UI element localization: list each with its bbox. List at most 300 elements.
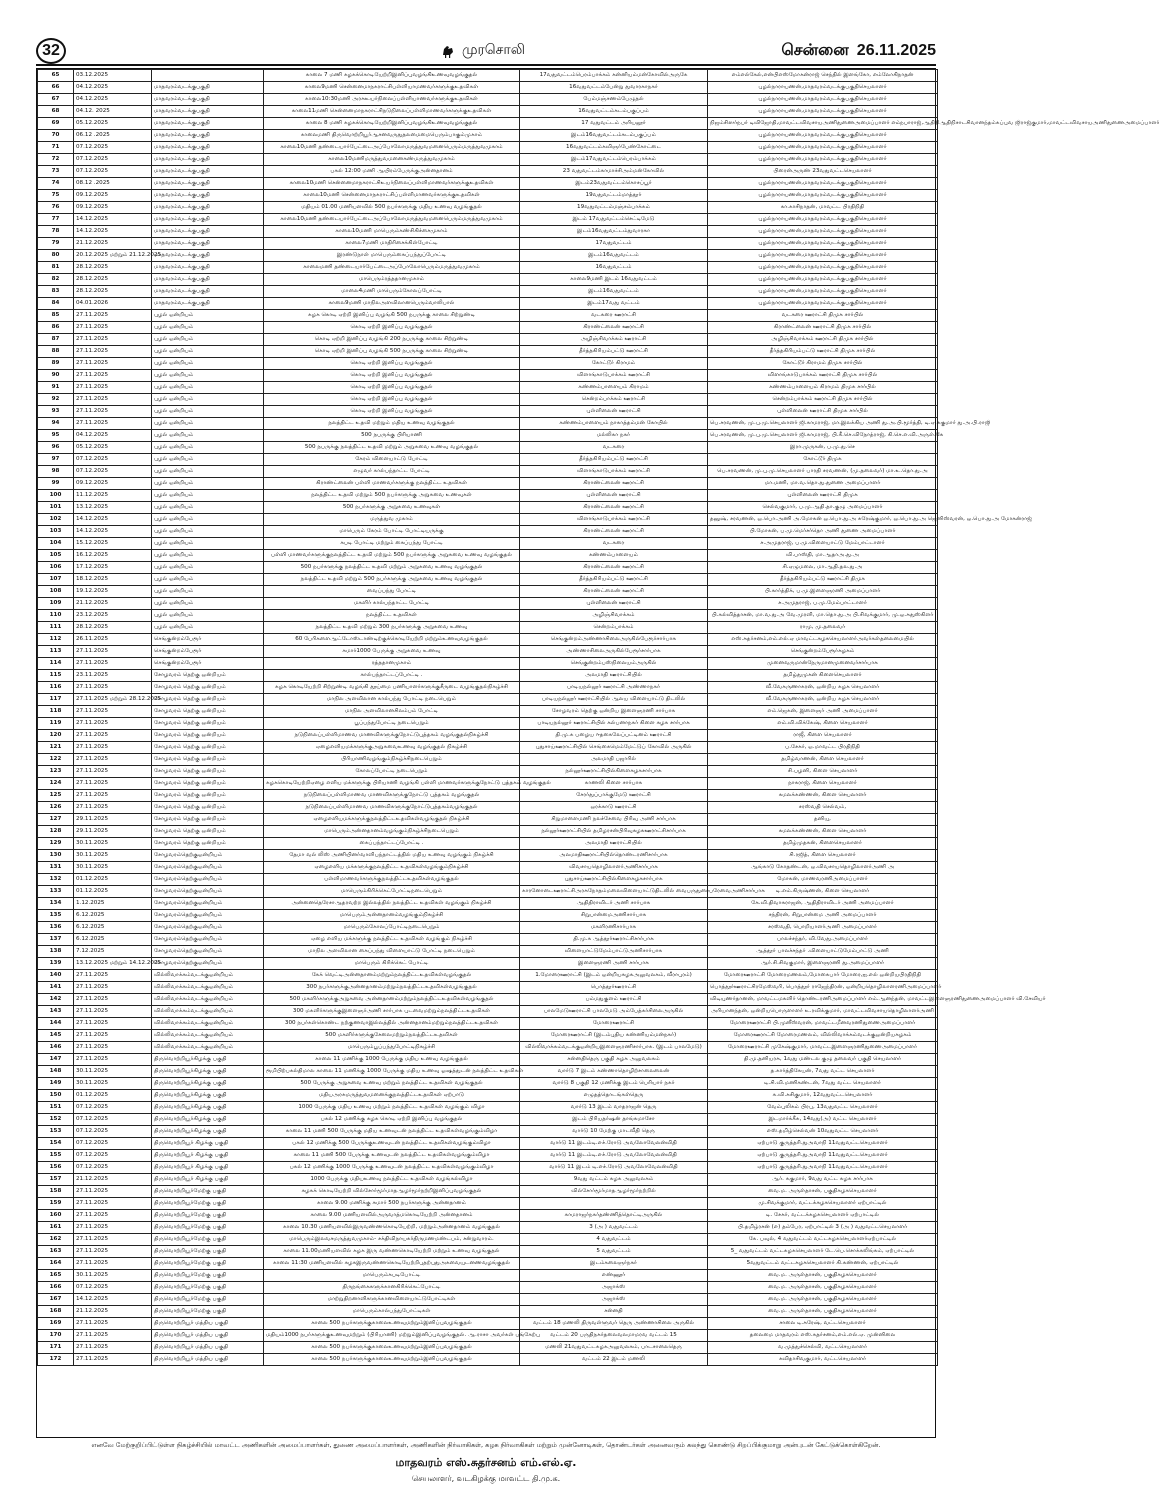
cell-event: கழக கொடி ஏற்றி இனிப்பு வழங்கி 500 நபருக்கு காலை சிற்றுண்டி [264,310,520,322]
cell-org: வீ.வேகருணாகரன், ஒன்றிய கழக செயலாளர் [708,682,938,694]
cell-date: 6.12.2025 [74,934,152,946]
cell-org: புள்ளிலைன் ஊராட்சி திமுக சார்பில் [708,406,938,418]
cell-place: 19வதுவட்டம்மஞ்சம்பாக்கம் [520,202,708,214]
table-row [38,1222,938,1234]
cell-area: மாதவரம்வடக்குபகுதி [152,166,264,178]
table-row [38,442,938,454]
table-row [38,1294,938,1306]
cell-place: வார்டு 10 மேற்கு மாடவீதி தெரு [520,1126,708,1138]
cell-event: 300 நபர்களுக்குஅன்னதானம்மற்றும்நலத்திட்டஉதவிகள்வழங்குதல் [264,982,520,994]
cell-event: கொடி ஏற்றி இனிப்பு வழங்குதல் [264,358,520,370]
cell-event: தேமா வல் லிஸ் அணியினர்வாளிபந்தாட்டத்தில் மதிய உணவு வழங்கும் நிகழ்ச்சி [264,850,520,862]
cell-place: காரனோடைஊராட்சிஅரசுநோதம்மலைவிளையாட்டுதிடலில் வைபருதுரைபரேவைஅணிசார்பாக [520,886,708,898]
cell-date: 23.12.2025 [74,610,152,622]
cell-date: 30.11.2025 [74,1078,152,1090]
cell-place: சென்றம்பாக்கம் [520,622,708,634]
cell-date: 05.12.2025 [74,118,152,130]
cell-event: கொடி ஏற்றி இனிப்பு வழங்குதல் [264,382,520,394]
cell-area: புழல் ஒன்றியம் [152,346,264,358]
cell-area: சோழவரம் தெற்கு ஒன்றியம் [152,802,264,814]
cell-place: கண்ணம்பாளையம் நாகாத்தம்மன் கோயில் [520,418,708,430]
table-row [38,214,938,226]
cell-area: திருவொற்றியூர்மேற்கு பகுதி [152,1246,264,1258]
cell-date: 27.11.2025 [74,322,152,334]
table-row [38,586,938,598]
cell-event: காலை 500 நபர்களுக்குகாலைஉணவுமற்றும்இனிப்புவழங்குதல் [264,1342,520,1354]
cell-date: 07.12.2025 [74,1126,152,1138]
cell-area: மாதவரம்வடக்குபகுதி [152,154,264,166]
cell-event: சுமார்1000 பேருக்கு அறுசுவை உணவு [264,646,520,658]
table-row [38,250,938,262]
cell-org: விடியுணர்தானன், மாவட்டமகளிர் தொண்டரணிஅமைப்பாளர் எம்.ஆனந்தன், மாவட்டஇளைஞரணிதுணைஅமைப்பாளர் வி.சேவியர் [708,994,938,1006]
table-row [38,190,938,202]
cell-area: செங்குன்றம்பேரூர் [152,646,264,658]
cell-no: 170 [38,1330,74,1342]
cell-org: வை.ம. அருள்தாசன், பகுதிகழகசெயலாளர் [708,1270,938,1282]
table-row [38,1342,938,1354]
cell-org: ஆங்காடு கோதண்டன், ஒ.விவசாயதொழிலாளர்அணி அ [708,862,938,874]
cell-date: 27.11.2025 [74,1210,152,1222]
cell-org: எம்எல்கேல்,என்பிஎஸ்மோகன்ராஜ் செந்தில் இளங்கோ, எம்லோகிநாதன் [708,70,938,82]
cell-area: திருவொற்றியூர்கிழக்கு பகுதி [152,1066,264,1078]
cell-org: புழல்நாராயணன்,மாதவரம்வடக்குபகுதிசெயலாளர் [708,226,938,238]
cell-org: புழல்நாராயணன்,மாதவரம்வடக்குபகுதிசெயலாளர் [708,178,938,190]
cell-place: இடம்16வதுவட்டம் [520,286,708,298]
cell-place: விவசாயதொழிலாளர்அணிசார்பாக [520,862,708,874]
table-row [38,178,938,190]
cell-no: 156 [38,1162,74,1174]
table-row [38,1006,938,1018]
cell-date: 27.11.2025 [74,706,152,718]
cell-area: திருவொற்றியூர் கிழக்கு பகுதி [152,1150,264,1162]
table-row [38,634,938,646]
table-row [38,1162,938,1174]
cell-event: காலைமணி தண்டையார்பேட்டைஅப்போலோபெரும்மருத்துவமுகாம் [264,262,520,274]
cell-date: 07.12.2025 [74,166,152,178]
table-row [38,454,938,466]
cell-place: 23 வதுவட்டம்காமாச்சிஅம்மன்கோவில் [520,166,708,178]
cell-org: பாலச்சந்தர், வி.வேது.அமைப்பாளர் [708,934,938,946]
cell-place: ஆதிதிராவிடர் அணி சார்பாக [520,898,708,910]
cell-date: 1.12.2025 [74,898,152,910]
table-row [38,838,938,850]
cell-place: தீர்த்தகிரியம்பட்டு ஊராட்சி [520,454,708,466]
cell-no: 88 [38,346,74,358]
cell-area: சோழவரம் தெற்கு ஒன்றியம் [152,706,264,718]
cell-date: 27.11.2025 [74,1018,152,1030]
cell-place: இடம் 17வதுவட்டம்செட்டிமேடு [520,214,708,226]
table-row [38,118,938,130]
cell-place: தி.மு.க ஆத்தூர்ஊராட்சிசார்பாக [520,934,708,946]
cell-no: 104 [38,538,74,550]
cell-no: 67 [38,94,74,106]
cell-no: 73 [38,166,74,178]
cell-event: கோலப்போட்டி நடைபெறும் [264,766,520,778]
masthead-dateline [781,40,936,62]
cell-area: திருவொற்றியூர்கிழக்கு பகுதி [152,1090,264,1102]
cell-area: சோழவரம் தெற்கு ஒன்றியம் [152,682,264,694]
cell-org: சரஸ்வதி, பொறியாளர்அணி அமைப்பாளர் [708,922,938,934]
cell-place: காலை9மணி இடம் 16வதுவட்டம் [520,274,708,286]
cell-place: மணலி 21வதுவட்டகழகஅலுவலகம், பாடசாலைதெரு [520,1342,708,1354]
cell-date: 27.11.2025 [74,1330,152,1342]
cell-date: 30.11.2025 [74,850,152,862]
cell-area: புழல் ஒன்றியம் [152,538,264,550]
table-row [38,358,938,370]
cell-place: 4 வதுவட்டம் [520,1234,708,1246]
cell-date: 29.11.2025 [74,814,152,826]
cell-no: 168 [38,1306,74,1318]
cell-org: மு.சிவக்குமார், வட்டக்கழகசெயலாளர் ஏற்பாட்டில் [708,1198,938,1210]
cell-event: நலத்திட்ட உதவி மற்றும் மதிய உணவு வழங்குதல் [264,418,520,430]
cell-org: க.வி.சுசிகுமார், 12வதுவட்டசெயலாளர் [708,1090,938,1102]
cell-no: 79 [38,238,74,250]
cell-no: 69 [38,118,74,130]
cell-event: மகளிர் கால்பந்தாட்ட போட்டி [264,598,520,610]
cell-area: சோழவரம் தெற்கு ஒன்றியம் [152,766,264,778]
cell-org: தி.மு.தனியரசு, 1வது மண்டல குழு தலைவர் பகுதி செயலாளர் [708,1054,938,1066]
cell-place: கிராண்ட்லைன் ஊராட்சி [520,502,708,514]
table-row [38,910,938,922]
table-row [38,1018,938,1030]
cell-date: 27.11.2025 [74,1054,152,1066]
cell-org: மோரைஊராட்சி மோரைமணலம்,மோகைபார் மோரை,ஐ.எல் ஒன்றியபிரதிநிதி [708,970,938,982]
cell-place: கோட்டூர் கிராமம் [520,358,708,370]
cell-area: திருவொற்றியூர்மேற்கு பகுதி [152,1270,264,1282]
cell-area: புழல் ஒன்றியம் [152,310,264,322]
cell-org: பி.மோகன், ப.மு.மெர்சர்தொ அணி துணை அமைப்பாளர் [708,526,938,538]
cell-area: சோழவரம்தெற்குஒன்றியம் [152,850,264,862]
cell-org: ஏற்பாடு குருத்தரி.துஅவாநி 11வதுவட்டசெயலாளர் [708,1162,938,1174]
table-row [38,778,938,790]
cell-event: காலை10மணி சென்னைமாநகராட்சிஉயர்நிலைப்பள்ளிமாணவர்களுக்குஉதவிகள் [264,178,520,190]
cell-org: சி.ரஜித், கிளை செயலாளர் [708,850,938,862]
table-row [38,1330,938,1342]
cell-no: 116 [38,682,74,694]
cell-event: வைப்பந்து போட்டி [264,586,520,598]
cell-place: இடம் பிரியதர்ஷன் தாங்கமாசோ [520,1114,708,1126]
cell-no: 121 [38,742,74,754]
cell-date: 14.12.2025 [74,514,152,526]
table-row [38,226,938,238]
cell-no: 83 [38,286,74,298]
table-row [38,418,938,430]
issue-date: 26.11.2025 [856,42,936,59]
table-row [38,286,938,298]
table-row [38,82,938,94]
cell-event: கேக் வெட்டிஅன்னதானம்மற்றும்நலத்திட்டஉதவிகள்வழங்குதல் [264,970,520,982]
cell-no: 122 [38,754,74,766]
cell-org: கே. பவுல், 4 வதுவட்டம் வட்டகழகசெயலாளர்ஏற்பாட்டில் [708,1234,938,1246]
cell-no: 65 [38,70,74,82]
cell-place: அலமாதி ஊராட்சியில் [520,670,708,682]
cell-place: நல்லூர்ஊராட்சியில் தமிழரசன்பிரிவுகழகஊராட்சிசார்பாக [520,826,708,838]
cell-event: 500 மகளிர்களுக்குசேலைமற்றும்நலத்திட்டஉதவிகள் [264,1030,520,1042]
cell-org: மா.மணி, மா.வ.தொ.து.துணை அமைப்பாளர் [708,478,938,490]
table-row [38,1078,938,1090]
table-row [38,754,938,766]
cell-org: வை.ம. அருள்தாசன், பகுதிகழகசெயலாளர் [708,1282,938,1294]
cell-area: புழல் ஒன்றியம் [152,442,264,454]
cell-event: மாபெரும்பூப்பந்துபோட்டிநிகழ்ச்சி [264,1042,520,1054]
table-row [38,646,938,658]
cell-area: சோழவரம் தெற்கு ஒன்றியம் [152,826,264,838]
cell-place: புள்ளிலைன் ஊராட்சி [520,406,708,418]
cell-no: 102 [38,514,74,526]
cell-date: 27.11.2025 [74,646,152,658]
cell-org: ச.அமுதராஜ், ப.மு.மேம்பாட்டாளர் [708,598,938,610]
cell-event: கால்பந்தாட்டப்போட்டி . [264,670,520,682]
cell-place: 16வதுவட்டம்பேன்று துவாரகாநகர் [520,82,708,94]
cell-no: 89 [38,358,74,370]
cell-place: 16வதுவட்டம்கடம்பகுப்பம் [520,106,708,118]
cell-event: காலை 9.00 மணியளவில்அருவாத்மகொடியேற்றி அன்னதானம் [264,1210,520,1222]
cell-place: விளாங்காடுபாக்கம் ஊராட்சி [520,370,708,382]
cell-area: சோழவரம்தெற்குஒன்றியம் [152,934,264,946]
cell-area: மாதவரம்வடக்குபகுதி [152,226,264,238]
cell-org: ச.அமுதராஜ், ப.மு.விளையாட்டு மேம்பாட்டாளர் [708,538,938,550]
cell-no: 163 [38,1246,74,1258]
cell-place: வடகரை [520,538,708,550]
cell-area: சோழவரம்தெற்குஒன்றியம் [152,910,264,922]
table-row [38,1258,938,1270]
table-row [38,202,938,214]
cell-org: சி.ஏழுமலை, மா.ஆதி.தல.து.அ [708,562,938,574]
cell-event: காலைமணி திருவொற்றியூர்ஆசனவருதுதலமைமைபெரும்பாகும்முகாம் [264,130,520,142]
table-row [38,346,938,358]
cell-area: திருவொற்றியூர்கிழக்கு பகுதி [152,1126,264,1138]
cell-no: 159 [38,1198,74,1210]
cell-date: 21.12.2025 [74,238,152,250]
cell-org: டி. சேகர், வட்டக்கழகசெயலாளர் ஏற்பாட்டில் [708,1210,938,1222]
cell-place: அழிஞ்சிவாக்கம் [520,610,708,622]
cell-event: மாபெரும்அன்னதானம்வழங்கும்நிகழ்ச்சிநடைபெறும் [264,826,520,838]
cell-date: 14.12.2025 [74,214,152,226]
cell-place: சிறுபான்மைஅணிசார்பாக [520,910,708,922]
cell-place: 17வதுவட்டம் [520,238,708,250]
table-row [38,1102,938,1114]
cell-org: கா.காசிநாதன், மாவட்ட பிரதிநிதி [708,202,938,214]
cell-event: எழுவர் கால்பந்தாட்ட போட்டி [264,466,520,478]
table-row [38,1042,938,1054]
cell-date: 07.12.2025 [74,1150,152,1162]
cell-event: ஏழை எளிய மக்களுக்கு நலத்திட்ட உதவிகள் வழங்கும் நிகழ்ச்சி [264,934,520,946]
cell-event: ஏழைஎளியமக்களுக்குஅறுசுவைஉணவு வழங்குதல் நிகழ்ச்சி [264,742,520,754]
cell-no: 137 [38,934,74,946]
cell-date: 11.12.2025 [74,490,152,502]
cell-date: 04.12. 2025 [74,106,152,118]
cell-no: 70 [38,130,74,142]
cell-no: 127 [38,814,74,826]
cell-place: சிறுமாளைமணி நலச்சேவை பிரிவு அணி சார்பாக [520,814,708,826]
cell-event: கிராண்ட்லைன் பள்ளி மாணவர்களுக்கு நலத்திட்ட உதவிகள் [264,478,520,490]
cell-date: 07.12.2025 [74,1162,152,1174]
cell-place: 1.மோரைஊராட்சி (இடம் ஒன்றியகழகஅலுவலகம், வீராபுரம்) [520,970,708,982]
table-row [38,166,938,178]
cell-place: தி.மு.க பழைய ஈதகைலேப்பட்டினம் ஊராட்சி [520,730,708,742]
table-row [38,922,938,934]
cell-place: பம்மதுகுளம் ஊராட்சி [520,994,708,1006]
cell-org: ஏற்பாடு குருத்தரி.துஅவாநி 11வதுவட்டசெயலாளர் [708,1138,938,1150]
cell-place: பாடியநல்லூர் ஊராட்சியில் கல்பனாநகர் கிளை கழக சார்பாக [520,718,708,730]
table-row [38,298,938,310]
cell-place: வார்டு 13 இடம் வாதராஜன் தெரு [520,1102,708,1114]
cell-area: புழல் ஒன்றியம் [152,550,264,562]
cell-date: 14.12.2025 [74,226,152,238]
cell-date: 07.12.2025 [74,466,152,478]
cell-place: வடகரை [520,442,708,454]
cell-no: 98 [38,466,74,478]
table-row [38,1234,938,1246]
cell-no: 94 [38,418,74,430]
cell-place: வட்டம் 18 மணலி திருவள்ளுவர் தெரு அண்ணாசிலை அருகில் [520,1318,708,1330]
cell-area: மாதவரம்வடக்குபகுதி [152,238,264,250]
cell-org: புழல்நாராயணன்,மாதவரம்வடக்குபகுதிசெயலாளர் [708,190,938,202]
cell-date: 27.11.2025 [74,1342,152,1354]
cell-event: 1000 பேருக்கு மதிய உணவு மற்றும் நலத்திட்ட உதவிகள் வழங்கும் விழா [264,1102,520,1114]
cell-area: திருவொற்றியூர்கிழக்கு பகுதி [152,1054,264,1066]
cell-area: புழல் ஒன்றியம் [152,526,264,538]
table-row [38,730,938,742]
cell-area: திருவொற்றியூர் கிழக்கு பகுதி [152,1174,264,1186]
cell-date: 27.11.2025 [74,310,152,322]
cell-place: விளாங்காடுபாக்கம் ஊராட்சி [520,466,708,478]
cell-date: 16.12.2025 [74,550,152,562]
cell-no: 95 [38,430,74,442]
cell-event: காலை 9.00 மணிக்கு சுமார் 500 நபர்களுக்கு அன்னதானம் [264,1198,520,1210]
cell-no: 126 [38,802,74,814]
cell-area: வில்லிவாக்கம்வடக்குஒன்றியம் [152,970,264,982]
cell-org: ஆர்.சி.சிவகுமார், இளைஞரணி து.அமைப்பாளர் [708,958,938,970]
cell-place: அஜாக்ஸ் [520,1294,708,1306]
cell-place: அலமாதி பஜாரில் [520,754,708,766]
cell-org: எம்.ஜெகன், இளைஞர் அணி அமைப்பாளர் [708,706,938,718]
cell-org: கிராண்ட்லைன் ஊராட்சி திமுக சார்பில் [708,322,938,334]
table-row [38,622,938,634]
cell-place: வார்டு 11 இடம்டி.எச்.ரோடு அவலோவேலன்விதி [520,1138,708,1150]
cell-date: 09.12.2025 [74,478,152,490]
table-row [38,574,938,586]
cell-org: புழல்நாராயணன்,மாதவரம்வடக்குபகுதிசெயலாளர் [708,298,938,310]
cell-no: 109 [38,598,74,610]
cell-org: ஆர். சுகுமார், 9வது வட்ட கழக சார்பாக [708,1174,938,1186]
cell-no: 78 [38,226,74,238]
cell-event: நலத்திட்ட உதவிகள் [264,610,520,622]
cell-area: புழல் ஒன்றியம் [152,382,264,394]
cell-date: 27.11.2025 [74,382,152,394]
cell-place: கண்ணம்பாளையம் கிராமம் [520,382,708,394]
cell-event: 300 மகளிர்களுக்குஇளைஞர்அணி சார்பாக புடவைமற்றும்நலத்திட்டஉதவிகள் [264,1006,520,1018]
table-row [38,1270,938,1282]
cell-event: மாபெரும்கால்பந்துபோட்டிகள் [264,1306,520,1318]
cell-date: 07.12.2025 [74,1114,152,1126]
cell-event: காலை 11.00மணியளவில் கழக இரு வண்ணகொடியேற்றி மற்றும் உணவு வழங்குதல் [264,1246,520,1258]
cell-event: 300 நபர்கள்கொண்ட நற்குணவாஇல்லத்தில் அன்னதானம்மற்றும்நலத்திட்டஉதவிகள் [264,1018,520,1030]
cell-area: சோழவரம் தெற்கு ஒன்றியம் [152,838,264,850]
table-row [38,1054,938,1066]
cell-event: 60 பேரிகளைஆட்டோஸ்டாண்டிற்குக்கொடியேற்றி மற்றும்உணவுவழங்குதல் [264,634,520,646]
cell-area: புழல் ஒன்றியம் [152,322,264,334]
cell-date: 27.11.2025 [74,802,152,814]
cell-no: 76 [38,202,74,214]
cell-event: நலத்திட்ட உதவி மற்றும் 500 நபர்களுக்கு அறுசுவை உணவுகள் [264,490,520,502]
table-row [38,946,938,958]
cell-org: சென்றம்பாக்கம் ஊராட்சி திமுக சார்பில் [708,394,938,406]
table-row [38,814,938,826]
cell-date: 04.01.2026 [74,298,152,310]
cell-place: செங்குன்றம்அண்ணாசிலைஅருகில்பேரூர்சார்பாக [520,634,708,646]
cell-org: வீ.வேகருணாகரன், ஒன்றிய கழக செயலாளர் [708,694,938,706]
cell-org: பி.கார்த்திக், ப.மு.இளைஞரணி அமைப்பாளர் [708,586,938,598]
cell-date: 27.11.2025 [74,718,152,730]
cell-date: 21.12.2025 [74,1174,152,1186]
cell-no: 160 [38,1210,74,1222]
cell-org: பெ.சரவணன், மு.பு.மு.செயலாளர் ஜி.காமராஜ், மா.இலக்கிய அணி து.அ.பி.மூர்த்தி, டி.ஏ.சுகுமார் து.அ.பி.ராஜி [708,418,938,430]
cell-org: மோரைஊராட்சி முகேஷ்குமார், மாவட்டஇளைஞரணிதுணைஅமைப்பாளர் [708,1042,938,1054]
cell-event: கழககொடியேற்றிஏழை எளிய மக்களுக்கு பிரியாணி வழங்கி பள்ளி மாணவர்களுக்குநோட்டு புத்தகம் வழங்குதல் [264,778,520,790]
cell-place: 19வதுவட்டம்மாத்தூர் [520,190,708,202]
cell-date: 30.11.2025 [74,1270,152,1282]
cell-event: மருத்துவ முகாம் [264,514,520,526]
cell-org: ப.சேகர், ஒ.மாவட்ட பிரதிநிதி [708,742,938,754]
table-row [38,658,938,670]
cell-event: பள்ளிமாணவர்களுக்குநலத்திட்டஉதவிகள்வழங்குதல் [264,874,520,886]
cell-org: 5_ வதுவட்டம் வட்டகழகசெயலாளர் டே.பெ.சொக்கலிங்கம், ஏற்பாட்டில் [708,1246,938,1258]
cell-place: தீர்த்தகிரியம்பட்டு ஊராட்சி [520,346,708,358]
cell-no: 118 [38,706,74,718]
cell-event: காலை10மணி தண்டையார்பேட்டைஅப்போலோமருத்துவமனைபெரும்மருத்துவமுகாம் [264,214,520,226]
cell-event: 500 பேருக்கு அறுசுவை உணவு மற்றும் நலத்திட்ட உதவிகள் வழங்குதல் [264,1078,520,1090]
cell-date: 03.12.2025 [74,70,152,82]
cell-no: 107 [38,574,74,586]
cell-event: காலை10மணி சென்னைமாநகராட்சிப்பள்ளிமாணவர்களுக்குஉதவிகள் [264,190,520,202]
cell-event: 500 மகளிர்களுக்குஅறுசுவை அன்னதானம்மற்றும்நலத்திட்டஉதவிகள்வழங்குதல் [264,994,520,1006]
table-row [38,898,938,910]
cell-event: காலை11மணி சென்னைமாநகராட்சிநடுநிலைப்பள்ளிமாணவர்களுக்குஉதவிகள் [264,106,520,118]
cell-area: புழல் ஒன்றியம் [152,622,264,634]
cell-area: திருவொற்றியூர்மேற்கு பகுதி [152,1282,264,1294]
cell-no: 150 [38,1090,74,1102]
cell-area: திருவொற்றியூர் மத்திய பகுதி [152,1330,264,1342]
cell-org: கோட்டூர் திமுக [708,454,938,466]
cell-org: இடமார்க்கீசு, 14வது(அ) வட்ட செயலாளர் [708,1114,938,1126]
cell-no: 113 [38,646,74,658]
cell-place: கிராண்ட்லைன் ஊராட்சி [520,562,708,574]
cell-event: காலை10:30மணி அரசுஉயர்நிலைப்பள்ளியாணவர்களுக்குஉதவிகள் [264,94,520,106]
paper-name: முரசொலி [462,42,525,58]
cell-date: 06.12 .2025 [74,130,152,142]
table-row [38,1318,938,1330]
cell-date: 17.12.2025 [74,562,152,574]
cell-date: 27.11.2025 [74,346,152,358]
cell-place: பாடியநல்லூர் ஊராட்சி அண்ணாநகர் [520,682,708,694]
cell-no: 111 [38,622,74,634]
table-row [38,958,938,970]
cell-org: புழல்நாராயணன்,மாதவரம்வடக்குபகுதிசெயலாளர் [708,82,938,94]
cell-event: காலை7மணி மாதிரிசைக்கிள்போட்டி [264,238,520,250]
cell-area: புழல் ஒன்றியம் [152,514,264,526]
cell-org: தீர்த்தகிரியம்பட்டு ஊராட்சி திமுக சார்பில் [708,346,938,358]
cell-no: 112 [38,634,74,646]
cell-no: 146 [38,1042,74,1054]
cell-org: செங்குன்றம்பேரூர்கழகம் [708,646,938,658]
cell-org: தீர்த்தகிரியம்பட்டு ஊராட்சி திமுக [708,574,938,586]
cell-place: விளையாட்டுமேம்பாட்டுஅணிசார்பாக [520,946,708,958]
cell-area: மாதவரம்வடக்குபகுதி [152,298,264,310]
table-row [38,1150,938,1162]
cell-event: மாபெரும்அன்னதானம்வழங்கும்நிகழ்ச்சி [264,910,520,922]
cell-place: புள்ளிலைன் ஊராட்சி [520,490,708,502]
